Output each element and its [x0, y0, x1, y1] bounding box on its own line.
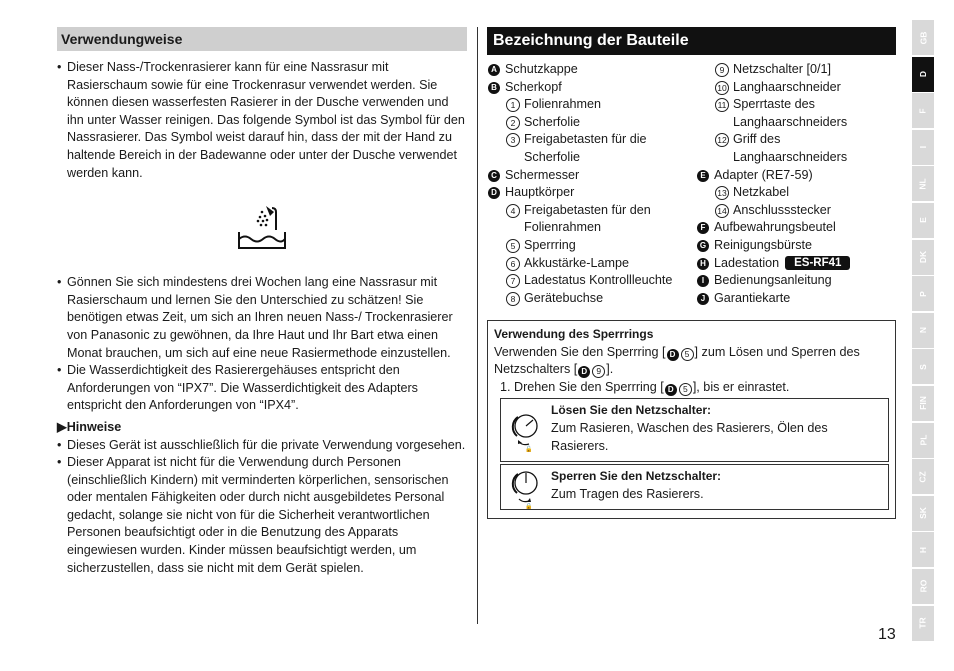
lang-tab-d[interactable]	[912, 57, 934, 92]
part-letter-badge: B	[488, 82, 500, 94]
lang-tab-tr[interactable]	[912, 606, 934, 641]
lang-tab-label: TR	[918, 617, 928, 629]
shower-bath-icon	[236, 202, 288, 254]
svg-text:🔒: 🔒	[525, 503, 533, 510]
usage-section	[57, 27, 467, 577]
part-label: Schutzkappe	[505, 62, 578, 76]
lang-tab-sk[interactable]	[912, 496, 934, 531]
lang-tab-pl[interactable]	[912, 423, 934, 458]
unlock-text: Zum Rasieren, Waschen des Rasierers, Ölen des Rasierers.	[551, 420, 828, 453]
part-label: Bedienungsanleitung	[714, 273, 832, 288]
part-item	[487, 61, 699, 79]
lock-text: Zum Tragen des Rasierers.	[551, 486, 704, 501]
lock-ring-description: Verwenden Sie den Sperrring [ D 5 ] zum Lösen und Sperren des Netzschalters [ D 9 ].	[494, 344, 860, 377]
part-label: Akkustärke-Lampe	[524, 255, 629, 270]
parts-column-2	[696, 61, 896, 307]
part-item	[696, 96, 896, 114]
lang-tab-label: RO	[918, 580, 928, 593]
part-number: 6	[506, 257, 520, 271]
part-item	[696, 272, 896, 290]
part-number: 3	[506, 133, 520, 147]
lang-tab-fin[interactable]	[912, 386, 934, 421]
part-item	[487, 202, 699, 220]
lang-tab-p[interactable]	[912, 276, 934, 311]
part-item	[696, 167, 896, 185]
part-letter-badge: C	[488, 170, 500, 182]
lang-tab-label: N	[917, 327, 928, 334]
lang-tab-label: H	[917, 546, 928, 553]
part-number: 10	[715, 81, 729, 95]
part-item	[487, 79, 699, 97]
lang-tab-label: P	[917, 290, 928, 297]
part-label: Netzkabel	[733, 185, 790, 200]
part-number: 11	[715, 98, 729, 112]
triangle-right-icon: ▶	[57, 419, 67, 434]
usage-heading: Verwendungweise	[57, 27, 467, 51]
lang-tab-f[interactable]	[912, 93, 934, 128]
lock-ring-title: Verwendung des Sperrrings	[494, 327, 654, 341]
notes-heading: ▶Hinweise	[57, 419, 122, 434]
part-item	[696, 131, 896, 149]
part-item	[487, 290, 699, 308]
lang-tab-label: NL	[918, 178, 928, 190]
part-item	[696, 290, 896, 308]
part-item	[696, 237, 896, 255]
part-label: Freigabetasten für die	[524, 132, 647, 147]
part-label: Sperrring	[524, 237, 576, 252]
lock-ring-box	[487, 320, 896, 519]
lang-tab-label: E	[917, 217, 928, 224]
part-label: Schermesser	[505, 167, 580, 182]
lang-tab-label: SK	[918, 507, 928, 520]
lang-tab-gb[interactable]	[912, 20, 934, 55]
part-label: Griff des	[733, 132, 781, 147]
part-label: Ladestation	[714, 255, 780, 270]
part-number: 5	[506, 239, 520, 253]
part-label: Langhaarschneiders	[733, 114, 848, 129]
part-label: Aufbewahrungsbeutel	[714, 220, 836, 235]
part-number: 8	[506, 292, 520, 306]
part-label: Langhaarschneider	[733, 79, 841, 94]
part-letter-badge: E	[697, 170, 709, 182]
note-item: • Dieser Apparat ist nicht für die Verwendung durch Personen (einschließlich Kindern) mit verminderten körperlichen, sensorischen oder mentalen Fähigkeiten oder durch nicht ausgebildetes Personal gedacht, solange sie nicht von für die Sicherheit verantwortlichen Personen beaufsichtigt oder in die Benutzung des Apparats eingewiesen wurden. Kinder müssen beaufsichtigt werden, um sicherzustellen, dass sie nicht mit dem Gerät spielen.	[57, 454, 467, 577]
part-number: 7	[506, 274, 520, 288]
usage-bullet: • Gönnen Sie sich mindestens drei Wochen lang eine Nassrasur mit Rasierschaum und lernen Sie den Unterschied zu schätzen! Sie benötigen etwas Zeit, um sich an Ihren neuen Nass-/ Trockenrasierer von Panasonic zu gewöhnen, da Ihre Haut und Ihr Bart etwa einen Monat brauchen, um sich auf eine neue Rasiermethode einzustellen.	[57, 274, 467, 362]
part-item	[487, 167, 699, 185]
part-letter-badge: G	[697, 240, 709, 252]
part-item	[487, 114, 699, 132]
part-letter-badge: I	[697, 275, 709, 287]
part-number: 9	[715, 63, 729, 77]
part-item	[696, 202, 896, 220]
part-label: Sperrtaste des	[733, 97, 815, 112]
part-item	[487, 131, 699, 149]
part-number: 4	[506, 204, 520, 218]
part-label: Garantiekarte	[714, 290, 791, 305]
part-label: Scherfolie	[524, 149, 581, 164]
part-number: 1	[506, 98, 520, 112]
unlock-title: Lösen Sie den Netzschalter:	[551, 403, 712, 418]
usage-intro: • Dieser Nass-/Trockenrasierer kann für eine Nassrasur mit Rasierschaum sowie für eine Trockenrasur verwendet werden. Sie können diesen wasserfesten Rasierer in der Dusche verwenden und ihn unter Wasser reinigen. Das folgende Symbol ist das Symbol für den Nassrasierer. Das Symbol weist darauf hin, dass der mit der Hand zu haltende Bereich in der Badewanne oder unter der Dusche verwendet werden kann.	[57, 59, 467, 182]
part-letter-badge: H	[697, 258, 709, 270]
part-item	[696, 149, 896, 167]
part-item	[696, 255, 896, 273]
lang-tab-s[interactable]	[912, 349, 934, 384]
part-label: Anschlussstecker	[733, 202, 831, 217]
model-badge: ES-RF41	[785, 256, 850, 270]
part-number: 13	[715, 186, 729, 200]
part-number: 12	[715, 133, 729, 147]
page-number: 13	[878, 626, 896, 643]
lang-tab-dk[interactable]	[912, 240, 934, 275]
lang-tab-e[interactable]	[912, 203, 934, 238]
unlock-dial-icon	[501, 399, 551, 461]
part-item	[487, 255, 699, 273]
part-label: Langhaarschneiders	[733, 149, 848, 164]
lang-tab-label: D	[917, 71, 928, 78]
part-label: Gerätebuchse	[524, 290, 604, 305]
lang-tab-label: I	[918, 146, 928, 149]
part-item	[487, 237, 699, 255]
part-item	[696, 79, 896, 97]
parts-section	[487, 27, 896, 519]
part-label: Ladestatus Kontrollleuchte	[524, 273, 673, 288]
part-item	[696, 114, 896, 132]
part-label: Netzschalter [0/1]	[733, 62, 831, 76]
note-item: • Dieses Gerät ist ausschließlich für die private Verwendung vorgesehen.	[57, 437, 467, 455]
lang-tab-label: PL	[918, 434, 928, 446]
lock-dial-icon	[501, 465, 551, 509]
lang-tab-label: F	[917, 108, 928, 114]
part-number: 2	[506, 116, 520, 130]
lang-tab-n[interactable]	[912, 313, 934, 348]
lang-tab-label: DK	[918, 250, 928, 264]
part-item	[487, 96, 699, 114]
part-label: Reinigungsbürste	[714, 237, 813, 252]
lang-tab-label: S	[917, 364, 928, 370]
lock-ring-step: 1. Drehen Sie den Sperrring [ D 5 ], bis er einrastet.	[500, 379, 790, 394]
part-item	[487, 219, 699, 237]
part-label: Hauptkörper	[505, 185, 575, 200]
parts-heading: Bezeichnung der Bauteile	[487, 27, 896, 55]
part-letter-badge: J	[697, 293, 709, 305]
wet-shaver-symbol	[57, 182, 467, 274]
unlock-panel	[500, 398, 889, 462]
part-label: Folienrahmen	[524, 220, 602, 235]
language-tabs	[912, 20, 934, 642]
usage-bullet: • Die Wasserdichtigkeit des Rasierergehäuses entspricht den Anforderungen von “IPX7”. Die Wasserdichtigkeit des Adapters entspricht den Anforderungen von “IPX4”.	[57, 362, 467, 415]
lang-tab-nl[interactable]	[912, 166, 934, 201]
lang-tab-label: GB	[918, 31, 928, 44]
part-label: Scherfolie	[524, 114, 581, 129]
part-label: Freigabetasten für den	[524, 202, 651, 217]
part-label: Scherkopf	[505, 79, 562, 94]
lang-tab-label: FIN	[917, 396, 928, 411]
parts-list	[487, 61, 896, 306]
svg-text:🔓: 🔓	[525, 446, 533, 453]
part-label: Folienrahmen	[524, 97, 602, 112]
lang-tab-i[interactable]	[912, 130, 934, 165]
lang-tab-ro[interactable]	[912, 569, 934, 604]
lang-tab-cz[interactable]	[912, 459, 934, 494]
part-item	[487, 184, 699, 202]
part-letter-badge: F	[697, 222, 709, 234]
part-label: Adapter (RE7-59)	[714, 167, 813, 182]
lock-title: Sperren Sie den Netzschalter:	[551, 469, 722, 484]
column-divider	[477, 27, 478, 624]
lang-tab-label: CZ	[918, 470, 928, 483]
part-number: 14	[715, 204, 729, 218]
lang-tab-h[interactable]	[912, 532, 934, 567]
part-letter-badge: A	[488, 64, 500, 76]
part-item	[487, 149, 699, 167]
part-item	[487, 272, 699, 290]
part-item	[696, 184, 896, 202]
parts-column-1	[487, 61, 699, 307]
part-letter-badge: D	[488, 187, 500, 199]
part-item	[696, 219, 896, 237]
lock-panel	[500, 464, 889, 510]
part-item	[696, 61, 896, 79]
